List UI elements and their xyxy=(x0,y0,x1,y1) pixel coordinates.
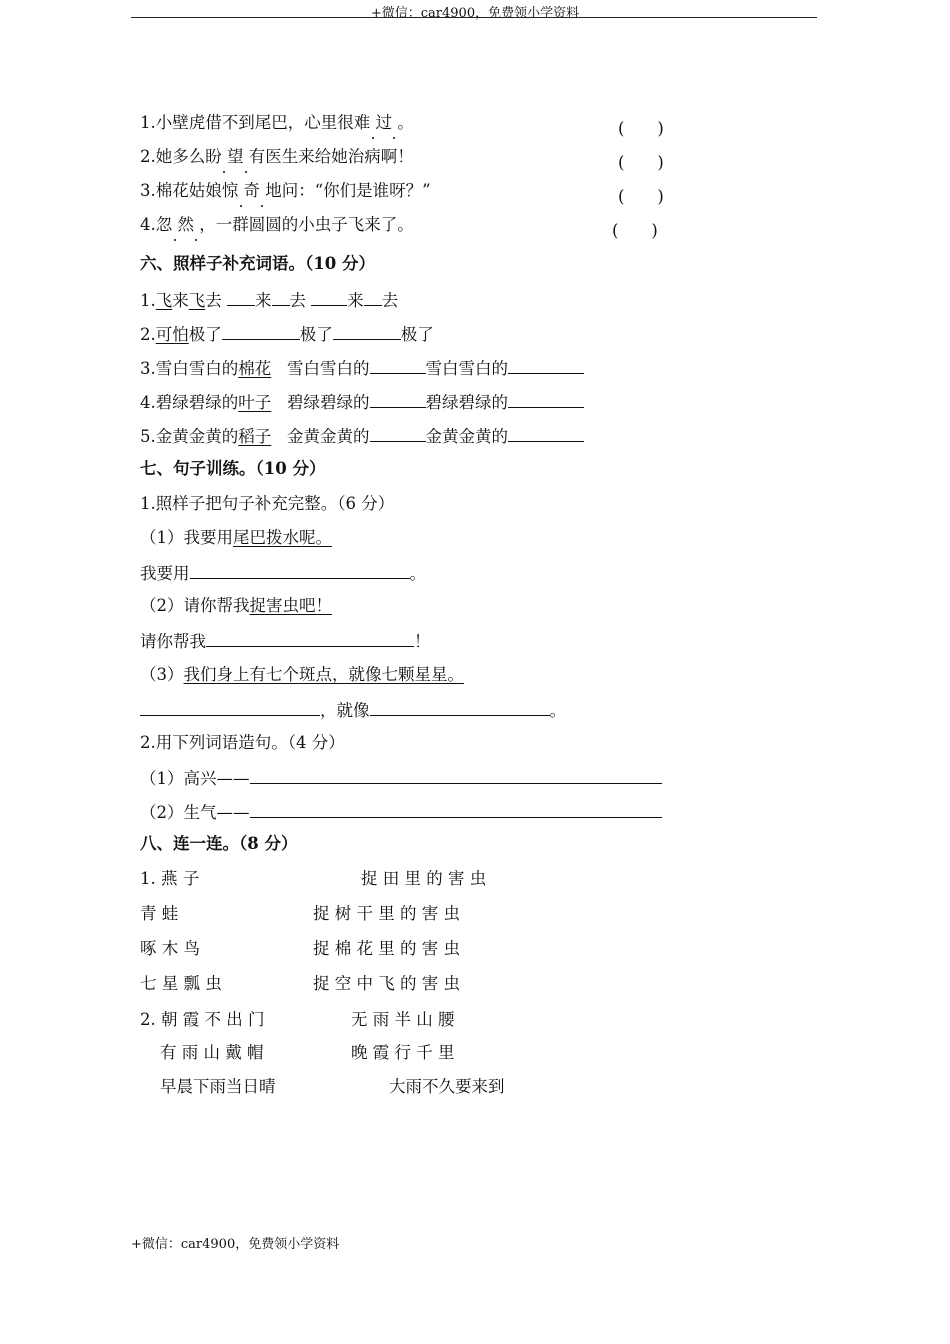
s7-sub-2: 2.用下列词语造句。（4 分） xyxy=(140,733,345,752)
s7-word-2: （2）生气—— xyxy=(140,803,662,822)
blank[interactable] xyxy=(250,803,662,818)
blank[interactable] xyxy=(222,325,300,340)
blank[interactable] xyxy=(370,701,550,716)
answer-paren-2[interactable]: ( ) xyxy=(618,153,664,172)
header-rule xyxy=(131,17,817,18)
blank[interactable] xyxy=(370,359,426,374)
match-right-6: 晚 霞 行 千 里 xyxy=(351,1043,455,1062)
s6-row-2: 2.可怕极了 极了 极了 xyxy=(140,325,434,344)
s7-answer-1: 我要用 。 xyxy=(140,564,426,583)
blank[interactable] xyxy=(311,291,347,306)
s7-answer-2: 请你帮我 ！ xyxy=(140,632,431,651)
s7-sub-1: 1.照样子把句子补充完整。（6 分） xyxy=(140,494,395,513)
match-left-6: 有 雨 山 戴 帽 xyxy=(160,1043,264,1062)
blank[interactable] xyxy=(508,427,584,442)
q5-4: 4.忽 然 ，一群圆圆的小虫子飞来了。 xyxy=(140,215,414,234)
blank[interactable] xyxy=(272,291,290,306)
blank[interactable] xyxy=(140,701,320,716)
answer-paren-1[interactable]: ( ) xyxy=(618,119,664,138)
section-8-title: 八、连一连。（8 分） xyxy=(140,834,298,853)
s7-word-1: （1）高兴—— xyxy=(140,769,662,788)
s6-row-4: 4.碧绿碧绿的叶子 碧绿碧绿的 碧绿碧绿的 xyxy=(140,393,584,412)
page-footer: +微信：car4900，免费领小学资料 xyxy=(131,1237,340,1252)
match-left-2: 青 蛙 xyxy=(140,904,179,923)
blank[interactable] xyxy=(370,427,426,442)
s7-example-2: （2）请你帮我捉害虫吧！ xyxy=(140,596,332,615)
q5-2: 2.她多么盼 望 有医生来给她治病啊！ xyxy=(140,147,414,166)
s7-example-1: （1）我要用尾巴拨水呢。 xyxy=(140,528,332,547)
match-left-5: 2. 朝 霞 不 出 门 xyxy=(140,1010,265,1029)
blank[interactable] xyxy=(370,393,426,408)
match-right-5: 无 雨 半 山 腰 xyxy=(351,1010,455,1029)
blank[interactable] xyxy=(333,325,401,340)
s6-row-3: 3.雪白雪白的棉花 雪白雪白的 雪白雪白的 xyxy=(140,359,584,378)
match-right-3: 捉 棉 花 里 的 害 虫 xyxy=(313,939,460,958)
blank[interactable] xyxy=(508,393,584,408)
match-left-4: 七 星 瓢 虫 xyxy=(140,974,222,993)
match-left-3: 啄 木 鸟 xyxy=(140,939,200,958)
section-6-title: 六、照样子补充词语。（10 分） xyxy=(140,254,375,273)
s6-row-5: 5.金黄金黄的稻子 金黄金黄的 金黄金黄的 xyxy=(140,427,584,446)
match-right-7: 大雨不久要来到 xyxy=(389,1077,505,1096)
answer-paren-4[interactable]: ( ) xyxy=(612,221,658,240)
match-right-4: 捉 空 中 飞 的 害 虫 xyxy=(313,974,460,993)
match-left-1: 1. 燕 子 xyxy=(140,869,200,888)
page-header: +微信：car4900，免费领小学资料 xyxy=(370,6,580,21)
blank[interactable] xyxy=(250,769,662,784)
s6-row-1: 1.飞来飞去 来 去 来 去 xyxy=(140,291,399,310)
answer-paren-3[interactable]: ( ) xyxy=(618,187,664,206)
blank[interactable] xyxy=(227,291,255,306)
blank[interactable] xyxy=(508,359,584,374)
blank[interactable] xyxy=(364,291,382,306)
q5-1: 1.小壁虎借不到尾巴，心里很难 过 。 xyxy=(140,113,414,132)
match-right-2: 捉 树 干 里 的 害 虫 xyxy=(313,904,460,923)
section-7-title: 七、句子训练。（10 分） xyxy=(140,459,326,478)
match-left-7: 早晨下雨当日晴 xyxy=(160,1077,276,1096)
s7-example-3: （3）我们身上有七个斑点，就像七颗星星。 xyxy=(140,665,464,684)
blank[interactable] xyxy=(190,564,410,579)
match-right-1: 捉 田 里 的 害 虫 xyxy=(361,869,487,888)
q5-3: 3.棉花姑娘惊 奇 地问：“你们是谁呀？” xyxy=(140,181,431,200)
blank[interactable] xyxy=(206,632,414,647)
s7-answer-3: ，就像 。 xyxy=(140,701,566,720)
